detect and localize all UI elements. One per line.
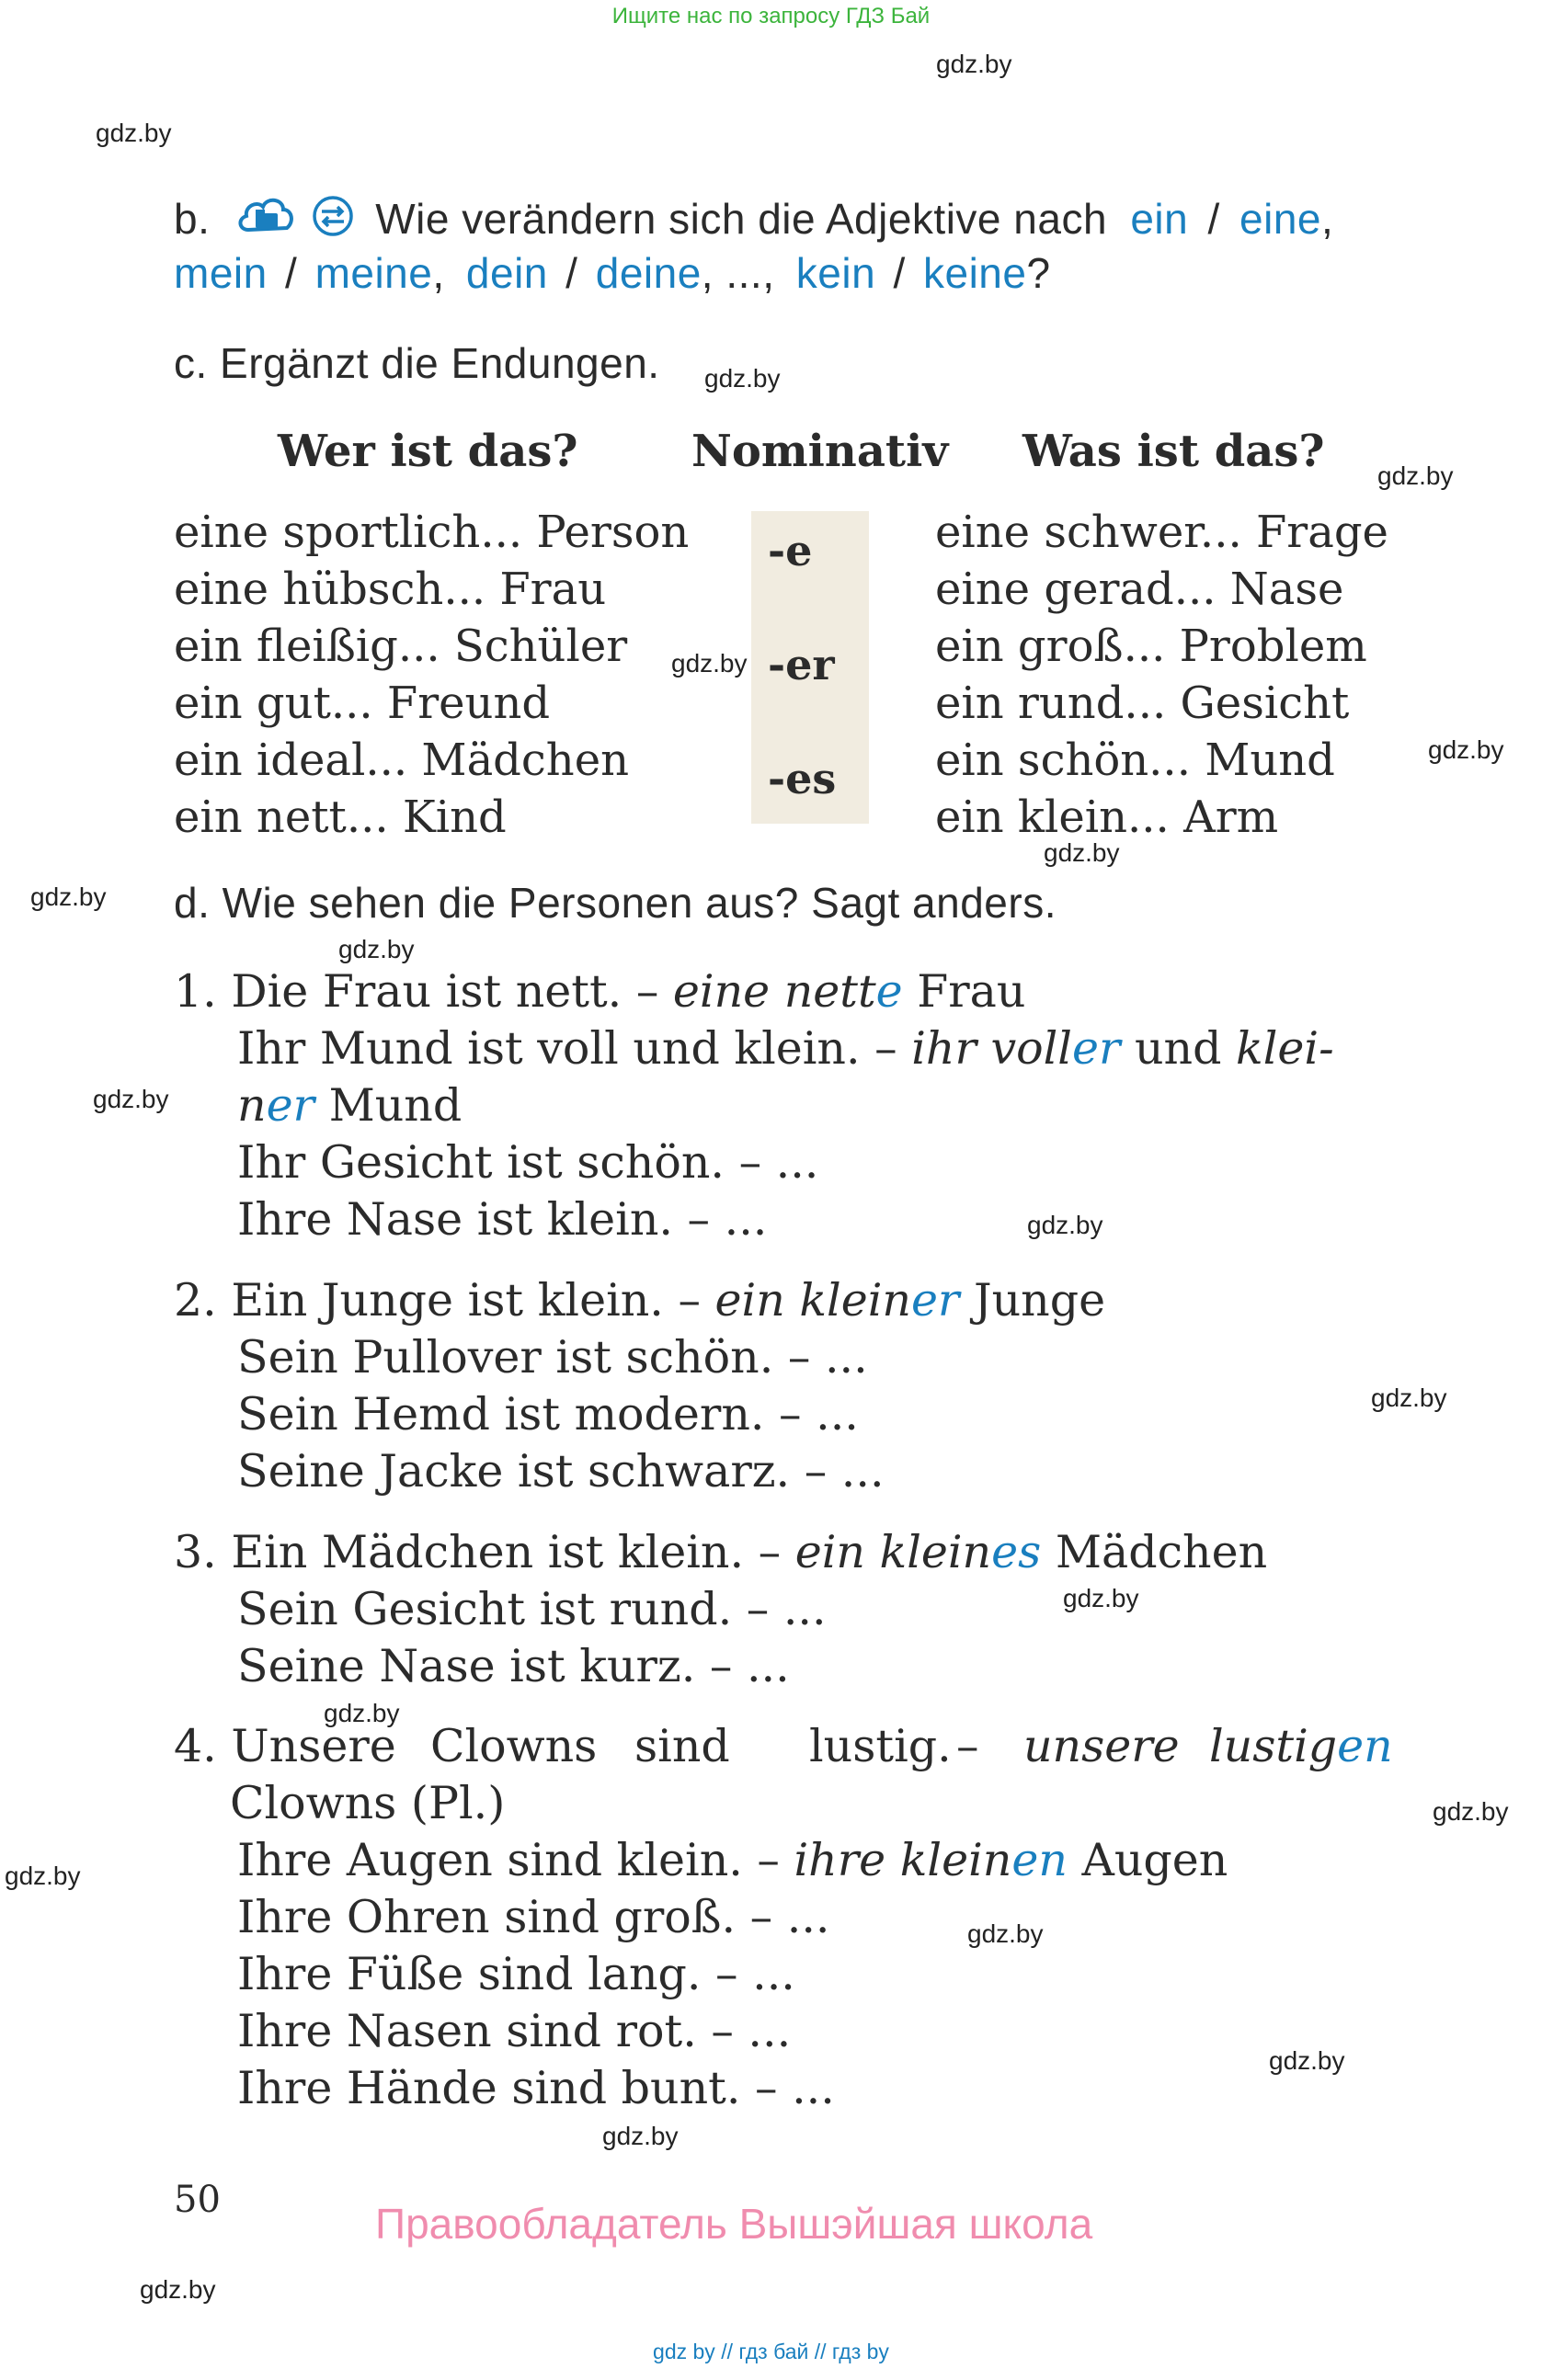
example-3-line2: Sein Gesicht ist rund. – ...	[237, 1583, 827, 1635]
answer-ending: en	[1337, 1720, 1393, 1772]
answer-ending: en	[1011, 1834, 1068, 1886]
comma: ,	[432, 249, 445, 297]
example-2-line3: Sein Hemd ist modern. – ...	[237, 1388, 859, 1441]
example-4-line2: Clowns (Pl.)	[230, 1777, 506, 1829]
watermark: gdz.by	[1433, 1797, 1509, 1826]
slash: /	[285, 249, 298, 297]
watermark: gdz.by	[1044, 838, 1120, 867]
answer-ending: er	[910, 1274, 960, 1327]
word-meine: meine	[314, 249, 433, 297]
ending-er: -er	[768, 640, 835, 689]
word-kein: kein	[795, 249, 876, 297]
copyright-banner: Правообладатель Вышэйшая школа	[375, 2200, 1093, 2248]
list-item: ein rund... Gesicht	[935, 678, 1350, 729]
word: unsere	[1023, 1720, 1180, 1772]
list-item: ein nett... Kind	[174, 791, 507, 843]
answer-stem: lustig	[1209, 1720, 1338, 1772]
watermark: gdz.by	[936, 50, 1012, 78]
example-1-line4: Ihr Gesicht ist schön. – ...	[237, 1136, 819, 1189]
example-1-line5: Ihre Nase ist klein. – ...	[237, 1193, 768, 1246]
answer-ending: er	[266, 1079, 314, 1132]
list-item: eine gerad... Nase	[935, 564, 1344, 615]
ellipsis: , ...,	[701, 249, 775, 297]
example-number: 2.	[174, 1274, 217, 1327]
example-4-line6: Ihre Nasen sind rot. – ...	[237, 2005, 792, 2057]
slash: /	[1207, 195, 1220, 243]
sentence: Ihre Augen sind klein. –	[237, 1834, 780, 1886]
exchange-arrows-icon	[312, 195, 354, 247]
dash: –	[956, 1720, 979, 1772]
word: Unsere	[231, 1720, 396, 1772]
example-1-line2	[237, 1022, 1334, 1075]
watermark: gdz.by	[1027, 1211, 1103, 1239]
left-column	[174, 504, 689, 846]
word-eine: eine	[1239, 195, 1322, 243]
list-item: ein ideal... Mädchen	[174, 734, 630, 786]
watermark: gdz.by	[967, 1919, 1044, 1948]
top-banner: Ищите нас по запросу ГДЗ Бай	[611, 4, 931, 28]
answer-stem: klei-	[1236, 1022, 1334, 1075]
ending-e: -e	[768, 526, 813, 575]
example-number: 1.	[174, 965, 217, 1018]
ending-es: -es	[768, 754, 837, 803]
example-number: 4.	[174, 1720, 217, 1772]
footer-banner: gdz by // гдз бай // гдз by	[653, 2340, 889, 2363]
word-ein: ein	[1130, 195, 1189, 243]
answer-stem: ihre klein	[794, 1834, 1012, 1886]
answer-stem: ein klein	[794, 1526, 992, 1578]
list-item: eine hübsch... Frau	[174, 564, 607, 615]
task-b-line2	[174, 248, 1051, 298]
slash: /	[565, 249, 578, 297]
word-keine: keine	[923, 249, 1027, 297]
task-c-title: c. Ergänzt die Endungen.	[174, 339, 660, 387]
word: lustig.	[809, 1720, 952, 1772]
cloud-folder-icon	[235, 193, 296, 247]
word: sind	[634, 1720, 730, 1772]
answer-stem: ein klein	[714, 1274, 911, 1327]
task-d-title: d. Wie sehen die Personen aus? Sagt anders.	[174, 879, 1057, 927]
answer-ending: er	[1071, 1022, 1121, 1075]
watermark: gdz.by	[338, 935, 415, 963]
task-b-letter: b.	[174, 195, 211, 243]
task-b-question: Wie verändern sich die Adjektive nach	[375, 195, 1108, 243]
answer-noun: Frau	[917, 965, 1026, 1018]
example-3-line3: Seine Nase ist kurz. – ...	[237, 1640, 790, 1692]
task-b-line1	[174, 193, 1333, 247]
example-number: 3.	[174, 1526, 217, 1578]
watermark: gdz.by	[324, 1699, 400, 1727]
answer-stem: eine nett	[672, 965, 876, 1018]
watermark: gdz.by	[1063, 1584, 1139, 1612]
list-item: ein fleißig... Schüler	[174, 621, 628, 672]
answer-noun: Mädchen	[1055, 1526, 1268, 1578]
watermark: gdz.by	[671, 649, 748, 678]
example-1-line1	[174, 965, 1025, 1018]
answer-ending: es	[991, 1526, 1042, 1578]
sentence: Ihr Mund ist voll und klein. –	[237, 1022, 897, 1075]
example-1-line3	[237, 1079, 462, 1132]
example-2-line4: Seine Jacke ist schwarz. – ...	[237, 1445, 885, 1497]
list-item: ein gut... Freund	[174, 678, 551, 729]
watermark: gdz.by	[5, 1862, 81, 1890]
watermark: gdz.by	[30, 883, 107, 911]
answer-noun: Junge	[973, 1274, 1106, 1327]
word-und: und	[1134, 1022, 1222, 1075]
watermark: gdz.by	[1269, 2046, 1345, 2075]
right-column	[935, 504, 1388, 846]
sentence: Ein Mädchen ist klein. –	[231, 1526, 782, 1578]
example-2-line1	[174, 1274, 1105, 1327]
list-item: eine sportlich... Person	[174, 507, 690, 558]
watermark: gdz.by	[1377, 461, 1454, 490]
slash: /	[893, 249, 906, 297]
watermark: gdz.by	[602, 2122, 679, 2150]
word-deine: deine	[595, 249, 702, 297]
column-header-mid: Nominativ	[691, 426, 949, 477]
example-4-line1-start	[174, 1720, 396, 1772]
sentence: Die Frau ist nett. –	[231, 965, 659, 1018]
example-4-line4: Ihre Ohren sind groß. – ...	[237, 1891, 830, 1943]
list-item: eine schwer... Frage	[935, 507, 1388, 558]
sentence: Ein Junge ist klein. –	[231, 1274, 701, 1327]
watermark: gdz.by	[93, 1085, 169, 1113]
answer-stem: n	[237, 1079, 267, 1132]
list-item: ein groß... Problem	[935, 621, 1367, 672]
word-mein: mein	[174, 249, 268, 297]
column-header-left: Wer ist das?	[278, 426, 578, 477]
watermark: gdz.by	[1371, 1384, 1447, 1412]
watermark: gdz.by	[140, 2275, 216, 2304]
word: Clowns	[430, 1720, 598, 1772]
answer-ending: e	[875, 965, 903, 1018]
example-4-line5: Ihre Füße sind lang. – ...	[237, 1948, 795, 2000]
word-dein: dein	[465, 249, 548, 297]
watermark: gdz.by	[704, 364, 781, 393]
list-item: ein schön... Mund	[935, 734, 1335, 786]
answer-stem: ihr voll	[911, 1022, 1072, 1075]
watermark: gdz.by	[1428, 735, 1504, 764]
page-number: 50	[174, 2179, 221, 2221]
example-4-answer	[1209, 1720, 1393, 1772]
answer-noun: Augen	[1081, 1834, 1228, 1886]
question-mark: ?	[1026, 249, 1051, 297]
column-header-right: Was ist das?	[1022, 426, 1325, 477]
example-2-line2: Sein Pullover ist schön. – ...	[237, 1331, 868, 1384]
example-4-line7: Ihre Hände sind bunt. – ...	[237, 2062, 835, 2114]
comma: ,	[1321, 195, 1334, 243]
example-4-line3	[237, 1834, 1228, 1886]
answer-noun: Mund	[328, 1079, 463, 1132]
watermark: gdz.by	[96, 119, 172, 147]
list-item: ein klein... Arm	[935, 791, 1279, 843]
example-3-line1	[174, 1526, 1267, 1578]
